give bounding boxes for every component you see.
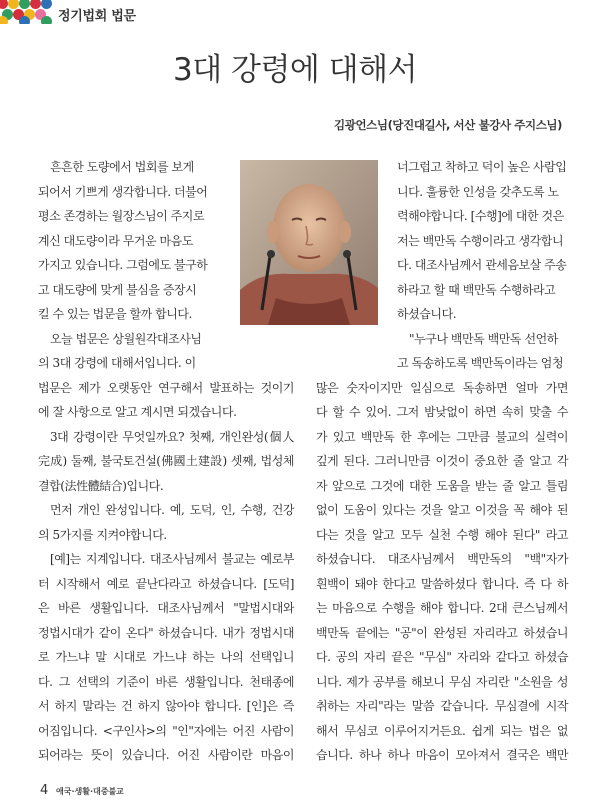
body-line: 없이 도움이 있다는 것을 알고 이것을 꼭 해야 된: [316, 503, 568, 517]
body-line: 完成) 둘째, 불국토건설(佛國土建設) 셋째, 법성체: [38, 454, 294, 468]
body-line: 터 시작해서 예로 끝난다라고 하셨습니다. [도덕]: [38, 576, 294, 591]
magazine-tagline: 애국·생활·대중불교: [56, 787, 124, 796]
body-line: 정법시대가 같이 온다" 하셨습니다. 내가 정법시대: [38, 625, 294, 640]
section-label: 정기법회 법문: [58, 9, 136, 24]
body-line: 하셨습니다. 대조사님께서 백만독의 "백"자가: [316, 552, 568, 566]
body-line: 백만독 끝에는 "공"이 완성된 자리라고 하셨습니: [316, 625, 568, 640]
body-line: [예]는 지계입니다. 대조사님께서 불교는 예로부: [50, 552, 294, 566]
page-number: 4: [40, 783, 49, 798]
body-line: 어짐입니다. <구인사>의 "인"자에는 어진 사람이: [38, 723, 294, 738]
body-line: 먼저 개인 완성입니다. 예, 도덕, 인, 수행, 건강: [50, 503, 294, 517]
body-line: 법문은 제가 오랫동안 연구해서 발표하는 것이기: [38, 380, 294, 395]
body-line: "누구나 백만독 백만독 선언하: [409, 331, 558, 346]
body-line: 흰백이 돼야 한다고 말씀하셨다 합니다. 즉 다 하: [316, 576, 568, 591]
body-line: 계신 대도량이라 무거운 마음도: [38, 233, 193, 248]
author-byline: 김광언스님(당진대길사, 서산 불강사 주지스님): [334, 118, 562, 132]
body-line: 평소 존경하는 월장스님이 주지로: [38, 209, 205, 223]
body-line: 니다. 제가 공부를 해보니 무심 자리란 "소원을 성: [316, 674, 568, 689]
body-line: 에 잘 사항으로 알고 계시면 되겠습니다.: [38, 405, 237, 419]
body-line: 저는 백만독 수행이라고 생각합니: [397, 233, 564, 248]
body-line: 해서 무심코 이루어지거든요. 쉽게 되는 법은 없: [316, 723, 568, 738]
page-title: 3대 강령에 대해서: [172, 52, 418, 88]
body-line: 다는 것을 알고 모두 실천 수행 해야 된다" 라고: [316, 527, 568, 542]
body-line: 은 바른 생활입니다. 대조사님께서 "말법시대와: [38, 601, 294, 615]
body-line: 고 독송하도록 백만독이라는 엄청: [397, 356, 564, 370]
body-line: 의 3대 강령에 대해서입니다. 이: [38, 356, 196, 370]
header-decoration: [0, 0, 52, 24]
body-line: 너그럽고 착하고 덕이 높은 사람입: [397, 160, 567, 174]
body-line: 3대 강령이란 무엇일까요? 첫째, 개인완성(個人: [50, 429, 294, 444]
body-line: 의 5가지를 지켜야합니다.: [38, 527, 167, 542]
body-line: 력해야합니다. [수행]에 대한 것은: [397, 209, 564, 223]
body-line: 취하는 자리"라는 말씀 같습니다. 무심결에 시작: [316, 699, 568, 713]
body-line: 결합(法性體結合)입니다.: [38, 478, 164, 493]
body-line: 다. 대조사님께서 관세음보살 주송: [397, 258, 567, 272]
body-line: 하셨습니다.: [397, 307, 457, 321]
body-line: 다. 그 선택의 기준이 바른 생활입니다. 천태종에: [38, 674, 294, 689]
body-line: 고 대도량에 맞게 불심을 증장시: [38, 282, 197, 297]
body-line: 되어서 기쁘게 생각합니다. 더불어: [38, 184, 208, 199]
monk-photo: [240, 160, 378, 325]
body-line: 흔흔한 도량에서 법회를 보게: [50, 160, 194, 174]
body-line: 는 마음으로 수행을 해야 합니다. 2대 큰스님께서: [316, 601, 568, 615]
body-line: 깊게 된다. 그러니만큼 이것이 중요한 줄 알고 각: [316, 454, 568, 468]
body-line: 킬 수 있는 법문을 할까 합니다.: [38, 307, 192, 321]
body-line: 많은 숫자이지만 일심으로 독송하면 얼마 가면: [316, 380, 568, 395]
body-line: 니다. 훌륭한 인성을 갖추도록 노: [397, 184, 559, 199]
body-line: 다. 공의 자리 끝은 "무심" 자리와 같다고 하셨습: [316, 650, 568, 664]
body-line: 로 가느냐 말 시대로 가느냐 하는 나의 선택입니: [38, 650, 294, 664]
body-line: 서 하지 말라는 건 하지 않아야 합니다. [인]은 즉: [38, 699, 294, 713]
body-line: 되어라는 뜻이 있습니다. 어진 사람이란 마음이: [38, 748, 294, 762]
body-line: 습니다. 하나 하나 마음이 모아져서 결국은 백만: [316, 748, 568, 762]
body-line: 하라고 할 때 백만독 수행하라고: [397, 282, 556, 297]
body-line: 가지고 있습니다. 그럼에도 불구하: [38, 258, 208, 272]
body-line: 자 앞으로 그것에 대한 도움을 받는 줄 알고 틀림: [316, 478, 568, 493]
body-line: 오늘 법문은 상월원각대조사님: [50, 331, 202, 346]
body-line: 다 할 수 있어. 그저 밤낮없이 하면 속히 맞출 수: [316, 405, 568, 419]
body-line: 가 있고 백만독 한 후에는 그만큼 불교의 실력이: [316, 429, 568, 444]
